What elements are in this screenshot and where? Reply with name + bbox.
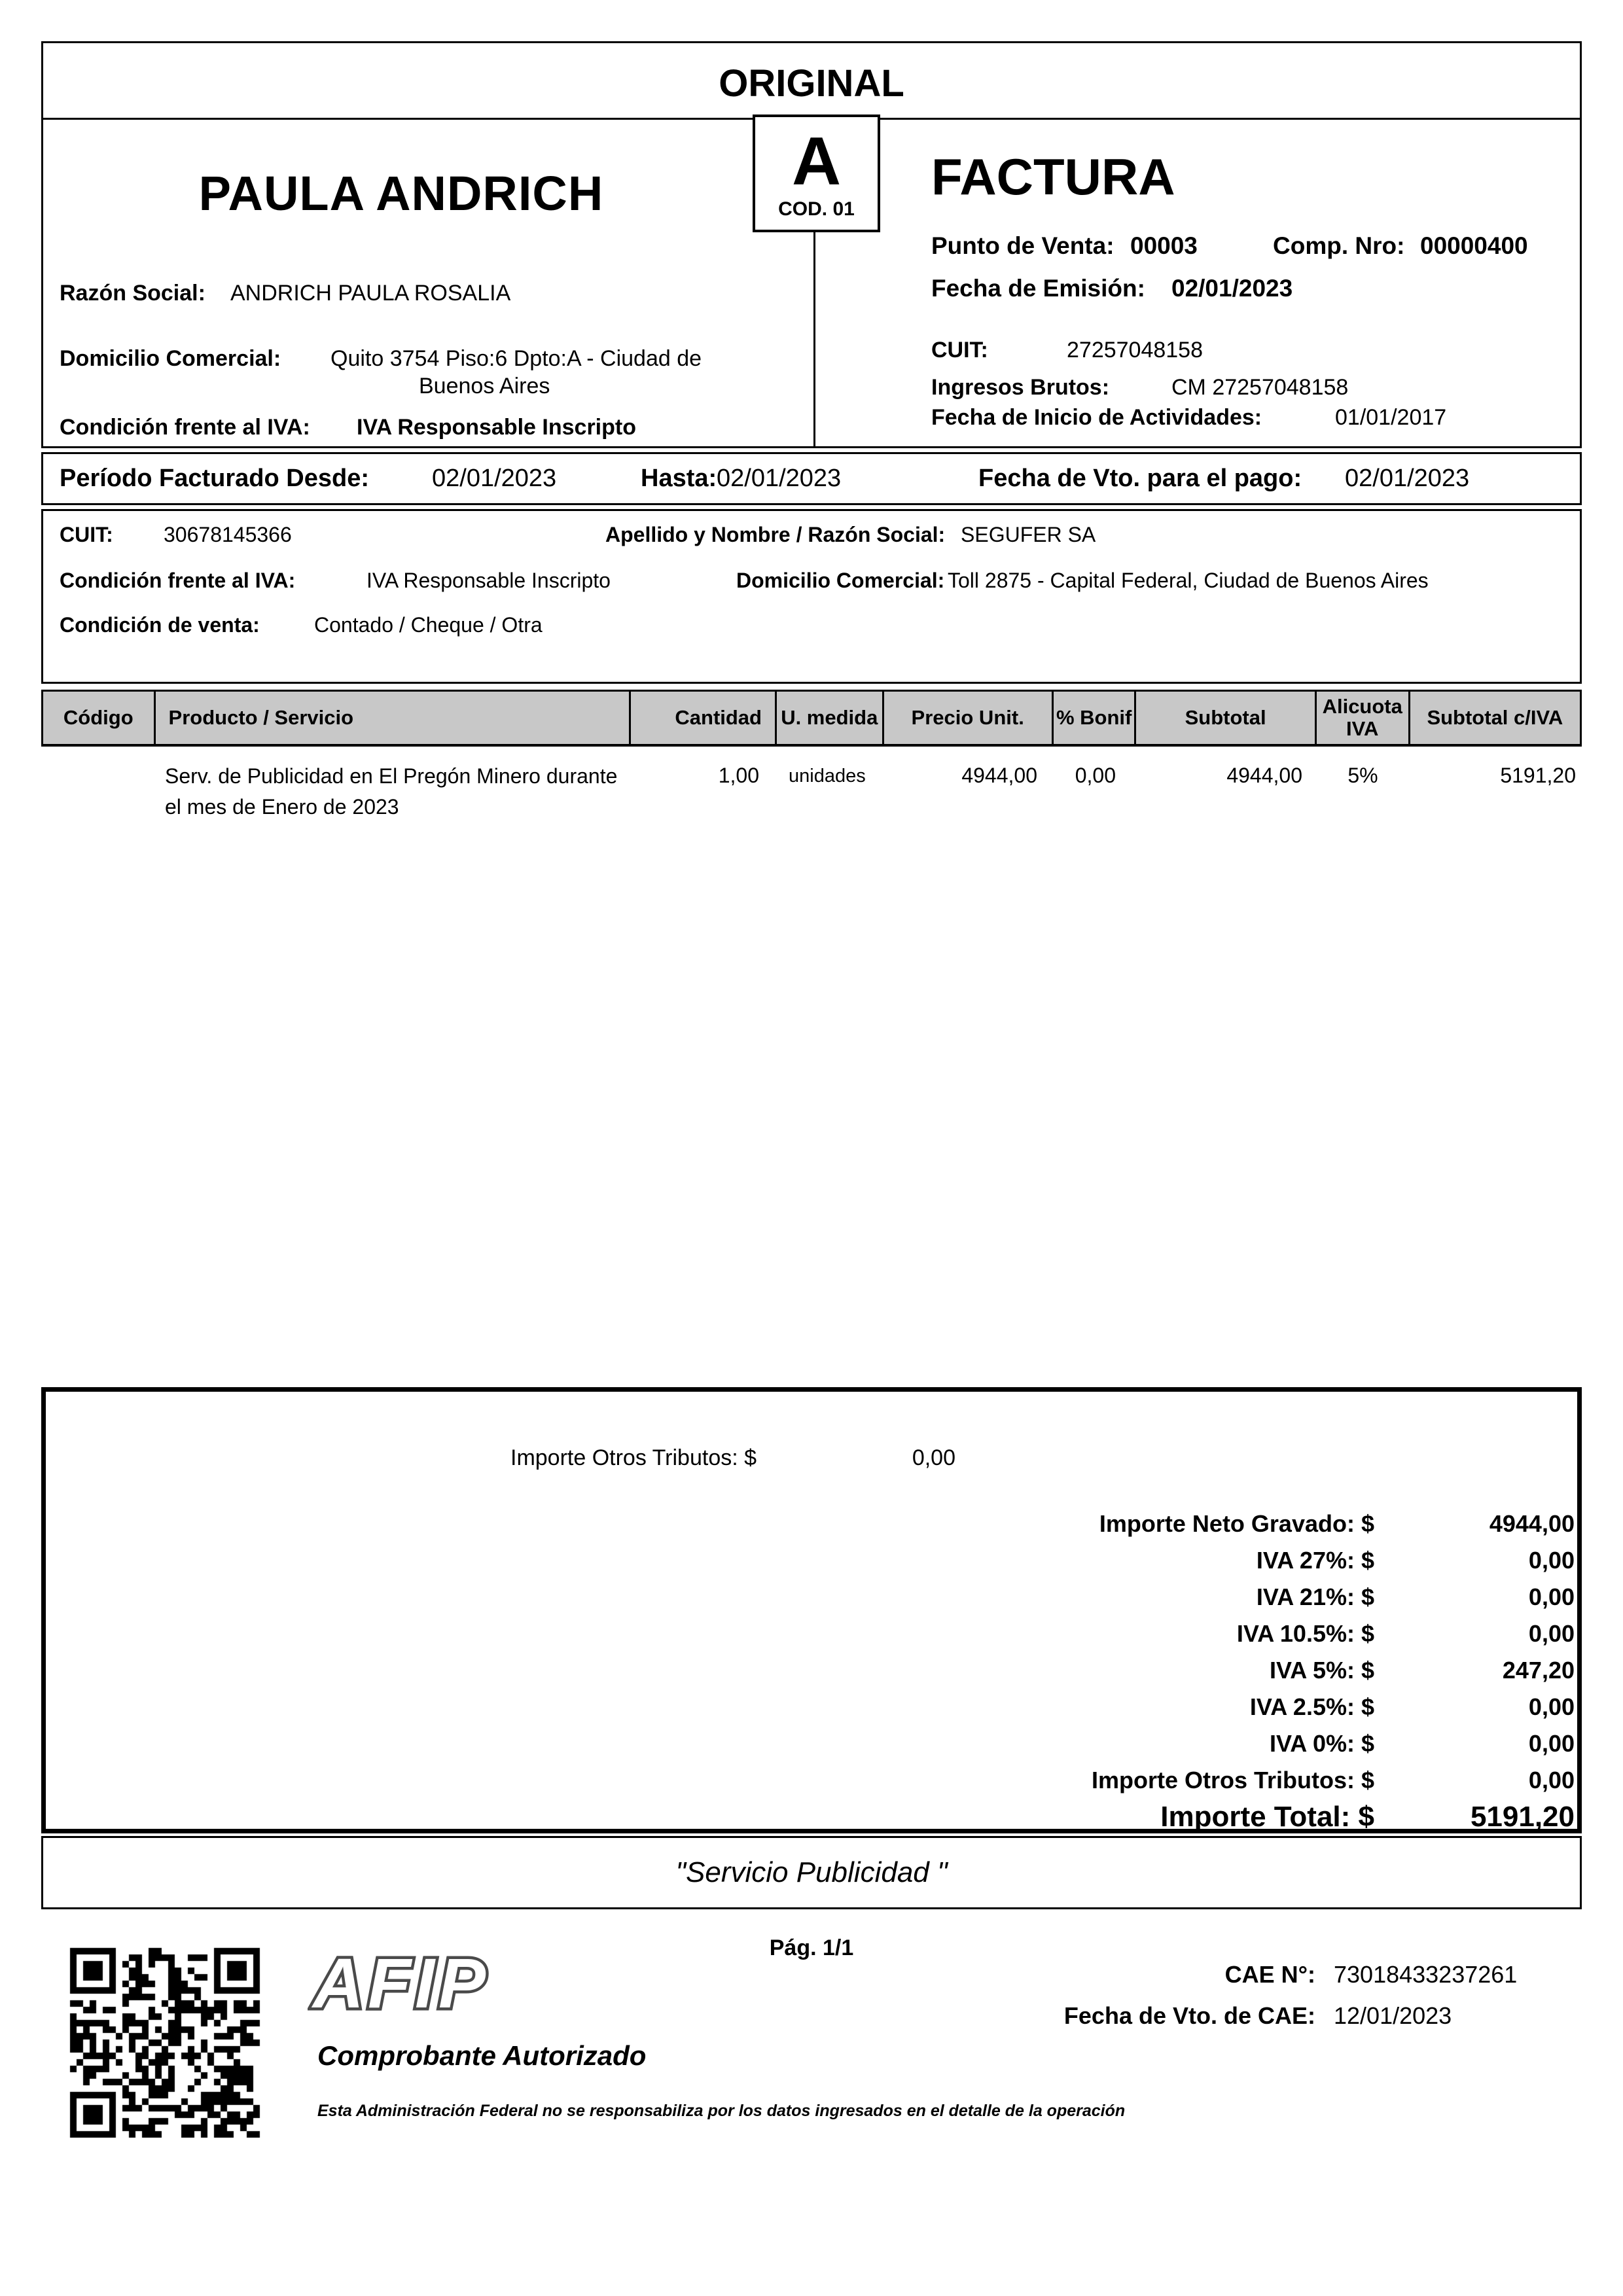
inicio-actividades-label: Fecha de Inicio de Actividades: [931,405,1262,430]
totals-row-label: IVA 10.5%: $ [1236,1620,1374,1647]
comprobante-autorizado-label: Comprobante Autorizado [317,2040,647,2071]
item-cantidad: 1,00 [718,764,759,787]
totals-row-value: 0,00 [1528,1693,1575,1720]
inicio-actividades-value: 01/01/2017 [1335,405,1447,430]
seller-cuit-label: CUIT: [931,338,988,362]
totals-row-value: 0,00 [1528,1547,1575,1574]
iibb-value: CM 27257048158 [1171,375,1349,400]
page-number: Pág. 1/1 [769,1935,854,1960]
afip-logo [308,1942,576,2024]
col-bonif: % Bonif [1052,692,1135,744]
comp-nro-label: Comp. Nro: [1273,232,1405,259]
doc-title: FACTURA [931,148,1175,205]
totals-row-value: 0,00 [1528,1730,1575,1757]
copy-type-label: ORIGINAL [719,62,904,105]
col-producto: Producto / Servicio [154,692,629,744]
razon-social-label: Razón Social: [60,281,205,306]
punto-venta-label: Punto de Venta: [931,232,1115,259]
totals-row-value: 0,00 [1528,1583,1575,1610]
customer-condicion-iva-label: Condición frente al IVA: [60,569,296,592]
importe-total-label: Importe Total: $ [1160,1801,1374,1833]
customer-nombre-value: SEGUFER SA [961,523,1096,546]
totals-row-label: IVA 21%: $ [1256,1583,1374,1610]
afip-disclaimer: Esta Administración Federal no se responsabiliza por los datos ingresados en el detalle de la operación [317,2102,1126,2120]
importe-total-value: 5191,20 [1470,1801,1575,1833]
totals-row-value: 0,00 [1528,1767,1575,1793]
item-bonif: 0,00 [1075,764,1116,787]
totals-row-label: IVA 5%: $ [1269,1657,1374,1684]
comp-nro-value: 00000400 [1420,232,1528,259]
totals-row-value: 4944,00 [1489,1510,1575,1537]
punto-venta-value: 00003 [1130,232,1198,259]
condicion-iva-value: IVA Responsable Inscripto [357,415,636,440]
invoice-letter-box [753,115,880,232]
iibb-label: Ingresos Brutos: [931,375,1110,400]
item-subtotal: 4944,00 [1226,764,1302,787]
items-table-header [41,690,1582,747]
totals-row-label: IVA 0%: $ [1269,1730,1374,1757]
condicion-iva-label: Condición frente al IVA: [60,415,310,440]
col-subtotal: Subtotal [1134,692,1314,744]
domicilio-label: Domicilio Comercial: [60,346,281,371]
item-precio-unit: 4944,00 [961,764,1037,787]
totals-row-label: Importe Otros Tributos: $ [1091,1767,1374,1793]
cae-value: 73018433237261 [1334,1961,1518,1988]
header-divider [813,232,815,448]
condicion-venta-value: Contado / Cheque / Otra [314,613,543,637]
totals-row-label: Importe Neto Gravado: $ [1099,1510,1374,1537]
col-cantidad: Cantidad [629,692,775,744]
invoice-letter-code: COD. 01 [778,198,855,220]
qr-code [69,1947,262,2140]
afip-logo-text: AFIP [313,1943,490,2022]
customer-cuit-value: 30678145366 [164,523,292,546]
seller-cuit-value: 27257048158 [1067,338,1204,362]
totals-row-value: 247,20 [1502,1657,1575,1684]
condicion-venta-label: Condición de venta: [60,613,260,637]
customer-cuit-label: CUIT: [60,523,113,546]
periodo-vto-value: 02/01/2023 [1345,465,1470,492]
periodo-vto-label: Fecha de Vto. para el pago: [978,465,1302,492]
customer-condicion-iva-value: IVA Responsable Inscripto [366,569,611,592]
fecha-emision-label: Fecha de Emisión: [931,275,1145,302]
totals-row-value: 0,00 [1528,1620,1575,1647]
cae-vto-value: 12/01/2023 [1334,2002,1452,2029]
customer-domicilio-label: Domicilio Comercial: [736,569,945,592]
quote-text: "Servicio Publicidad " [675,1856,948,1888]
item-alicuota: 5% [1347,764,1378,787]
otros-tributos-top-value: 0,00 [912,1445,955,1470]
periodo-desde-label: Período Facturado Desde: [60,465,369,492]
col-precio-unit: Precio Unit. [882,692,1052,744]
fecha-emision-value: 02/01/2023 [1171,275,1293,302]
col-alicuota-iva: Alicuota IVA [1315,692,1408,744]
quote-box [41,1836,1582,1909]
cae-label: CAE N°: [1224,1961,1315,1988]
periodo-hasta-value: 02/01/2023 [717,465,842,492]
periodo-desde-value: 02/01/2023 [432,465,557,492]
customer-nombre-label: Apellido y Nombre / Razón Social: [605,523,946,546]
domicilio-value-line2: Buenos Aires [419,374,550,398]
col-subtotal-civa: Subtotal c/IVA [1408,692,1580,744]
invoice-letter: A [791,124,842,200]
cae-vto-label: Fecha de Vto. de CAE: [1063,2002,1315,2029]
col-codigo: Código [63,706,134,729]
otros-tributos-top-label: Importe Otros Tributos: $ [510,1445,757,1470]
item-umedida: unidades [789,766,866,786]
seller-name: PAULA ANDRICH [198,166,604,221]
customer-domicilio-value: Toll 2875 - Capital Federal, Ciudad de Buenos Aires [948,569,1429,592]
item-subtotal-civa: 5191,20 [1500,764,1576,787]
col-umedida: U. medida [775,692,882,744]
razon-social-value: ANDRICH PAULA ROSALIA [230,281,511,306]
periodo-hasta-label: Hasta: [641,465,717,492]
item-descripcion: Serv. de Publicidad en El Pregón Minero durante el mes de Enero de 2023 [165,764,618,819]
totals-row-label: IVA 2.5%: $ [1249,1693,1374,1720]
domicilio-value-line1: Quito 3754 Piso:6 Dpto:A - Ciudad de [330,346,702,371]
totals-row-label: IVA 27%: $ [1256,1547,1374,1574]
